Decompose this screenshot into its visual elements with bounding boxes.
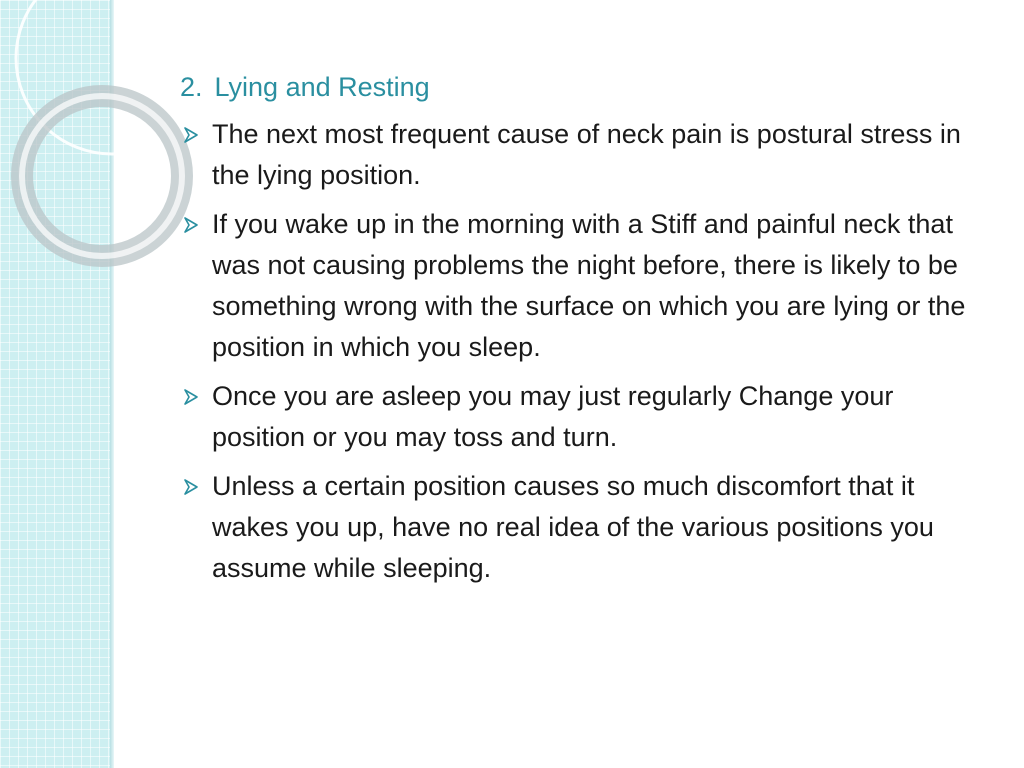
decorative-rings <box>0 0 160 260</box>
arrow-right-bullet-icon <box>184 127 198 143</box>
arrow-right-bullet-icon <box>184 389 198 405</box>
bullet-text: Once you are asleep you may just regularly Change your position or you may toss and turn. <box>212 381 894 452</box>
slide-content <box>180 68 990 597</box>
bullet-item <box>180 114 990 196</box>
bullet-text: The next most frequent cause of neck pain is postural stress in the lying position. <box>212 119 961 190</box>
heading-number: 2. <box>180 72 203 102</box>
slide-heading <box>180 68 990 106</box>
bullet-item <box>180 204 990 368</box>
arrow-right-bullet-icon <box>184 217 198 233</box>
lower-ring-inner <box>22 96 182 256</box>
bullet-text: Unless a certain position causes so much discomfort that it wakes you up, have no real idea of the various positions you assume while sleeping. <box>212 471 934 583</box>
bullet-item <box>180 466 990 589</box>
heading-title: Lying and Resting <box>214 72 430 102</box>
arrow-right-bullet-icon <box>184 479 198 495</box>
bullet-list <box>180 114 990 589</box>
bullet-text: If you wake up in the morning with a Stiff and painful neck that was not causing problems the night before, there is likely to be something wrong with the surface on which you are lying or the position in which you sleep. <box>212 209 966 362</box>
bullet-item <box>180 376 990 458</box>
